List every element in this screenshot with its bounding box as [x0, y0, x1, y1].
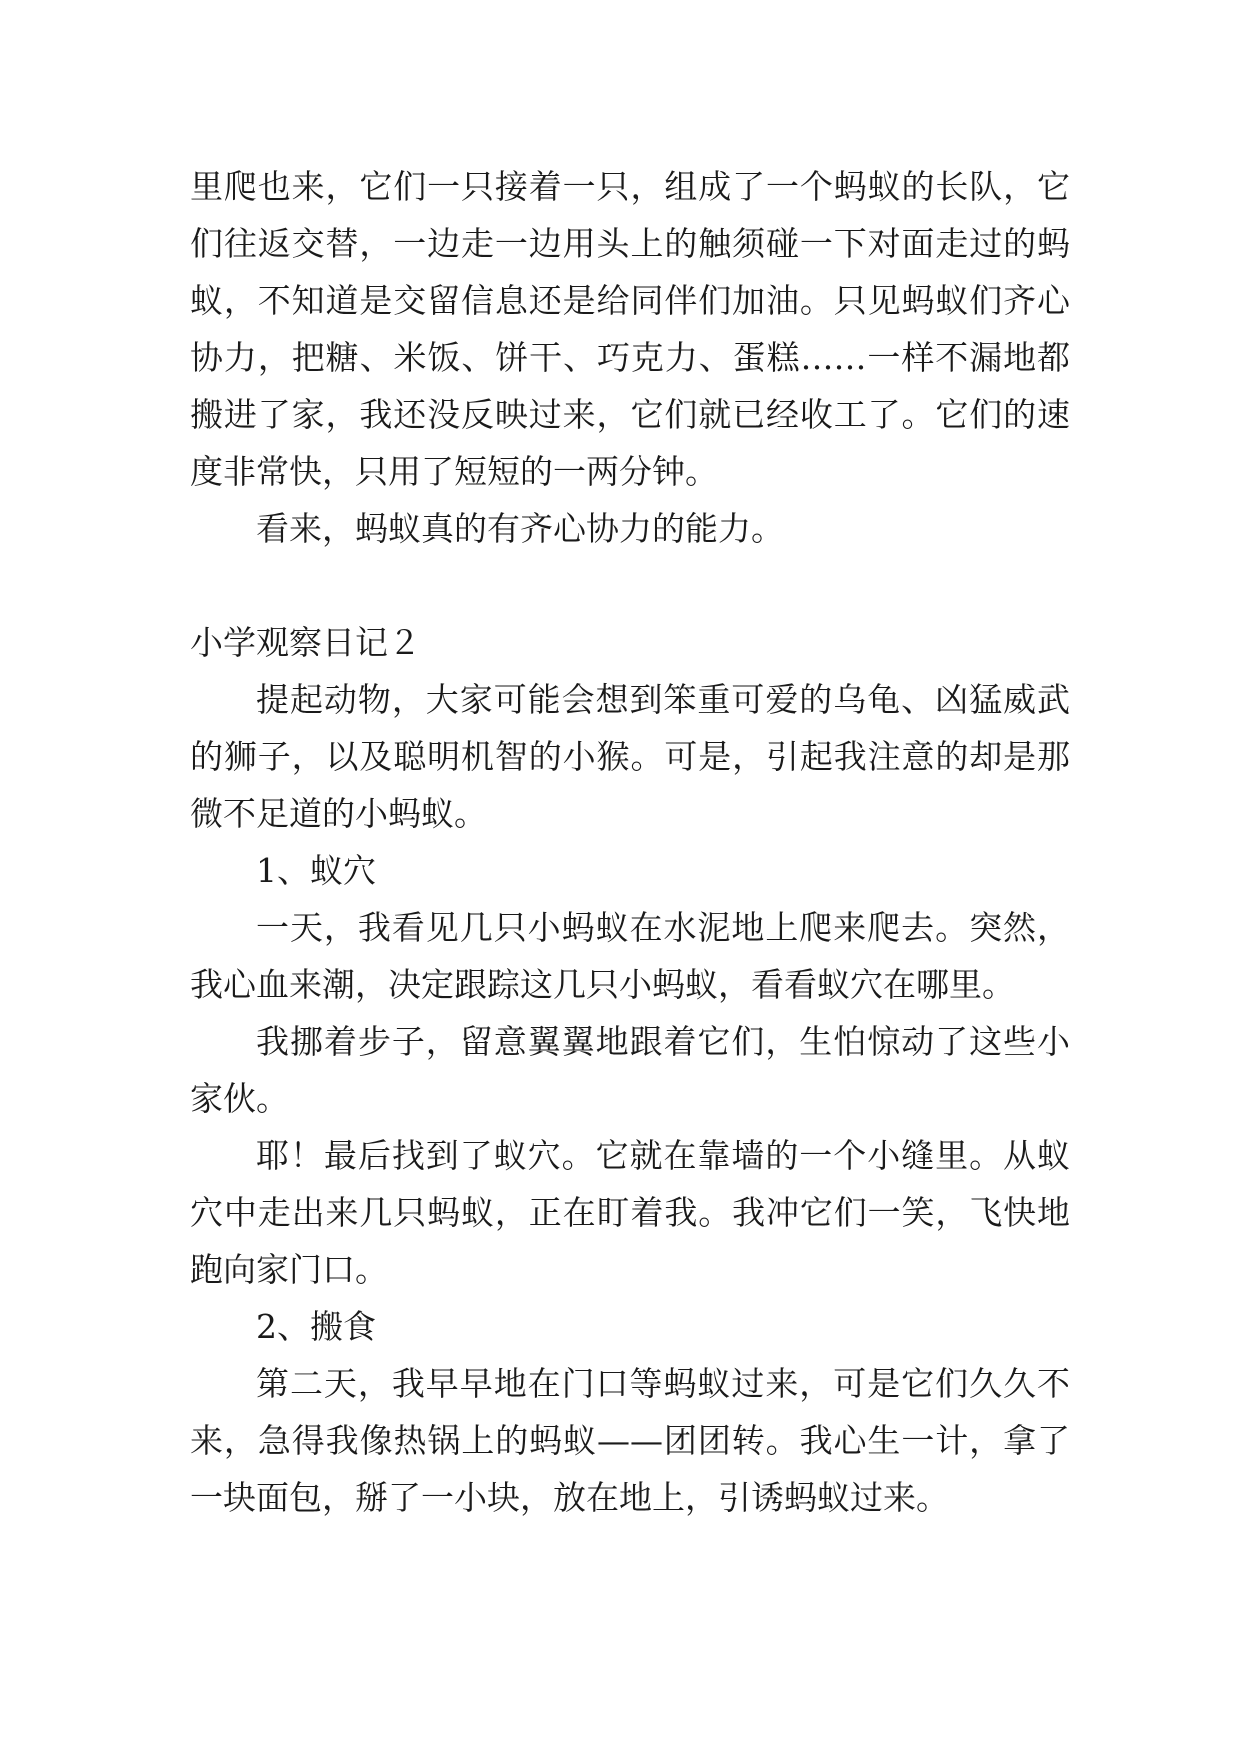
- body-text-line: 穴中走出来几只蚂蚁，正在盯着我。我冲它们一笑，飞快地: [190, 1193, 1070, 1232]
- section-title: 小学观察日记２: [190, 623, 421, 662]
- body-text-line: 搬进了家，我还没反映过来，它们就已经收工了。它们的速: [190, 395, 1070, 434]
- body-text-line: 家伙。: [190, 1079, 289, 1118]
- body-text-line: 里爬也来，它们一只接着一只，组成了一个蚂蚁的长队，它: [190, 167, 1070, 206]
- body-text-line: 度非常快，只用了短短的一两分钟。: [190, 452, 718, 491]
- body-text-line: 们往返交替，一边走一边用头上的触须碰一下对面走过的蚂: [190, 224, 1070, 263]
- body-text-line: 来，急得我像热锅上的蚂蚁——团团转。我心生一计，拿了: [190, 1421, 1070, 1460]
- body-text-line: 提起动物，大家可能会想到笨重可爱的乌龟、凶猛威武: [256, 680, 1070, 719]
- body-text-line: 的狮子，以及聪明机智的小猴。可是，引起我注意的却是那: [190, 737, 1070, 776]
- body-text-line: 耶！最后找到了蚁穴。它就在靠墙的一个小缝里。从蚁: [256, 1136, 1070, 1175]
- body-text-line: 一块面包，掰了一小块，放在地上，引诱蚂蚁过来。: [190, 1478, 949, 1517]
- body-text-line: 微不足道的小蚂蚁。: [190, 794, 487, 833]
- body-text-line: 看来，蚂蚁真的有齐心协力的能力。: [256, 509, 784, 548]
- body-text-line: 一天，我看见几只小蚂蚁在水泥地上爬来爬去。突然，: [256, 908, 1070, 947]
- subsection-heading: 1、蚁穴: [256, 851, 376, 890]
- body-text-line: 我心血来潮，决定跟踪这几只小蚂蚁，看看蚁穴在哪里。: [190, 965, 1015, 1004]
- subsection-heading: 2、搬食: [256, 1307, 376, 1346]
- body-text-line: 第二天，我早早地在门口等蚂蚁过来，可是它们久久不: [256, 1364, 1070, 1403]
- body-text-line: 我挪着步子，留意翼翼地跟着它们，生怕惊动了这些小: [256, 1022, 1070, 1061]
- body-text-line: 协力，把糖、米饭、饼干、巧克力、蛋糕……一样不漏地都: [190, 338, 1070, 377]
- body-text-line: 跑向家门口。: [190, 1250, 388, 1289]
- body-text-line: 蚁，不知道是交留信息还是给同伴们加油。只见蚂蚁们齐心: [190, 281, 1070, 320]
